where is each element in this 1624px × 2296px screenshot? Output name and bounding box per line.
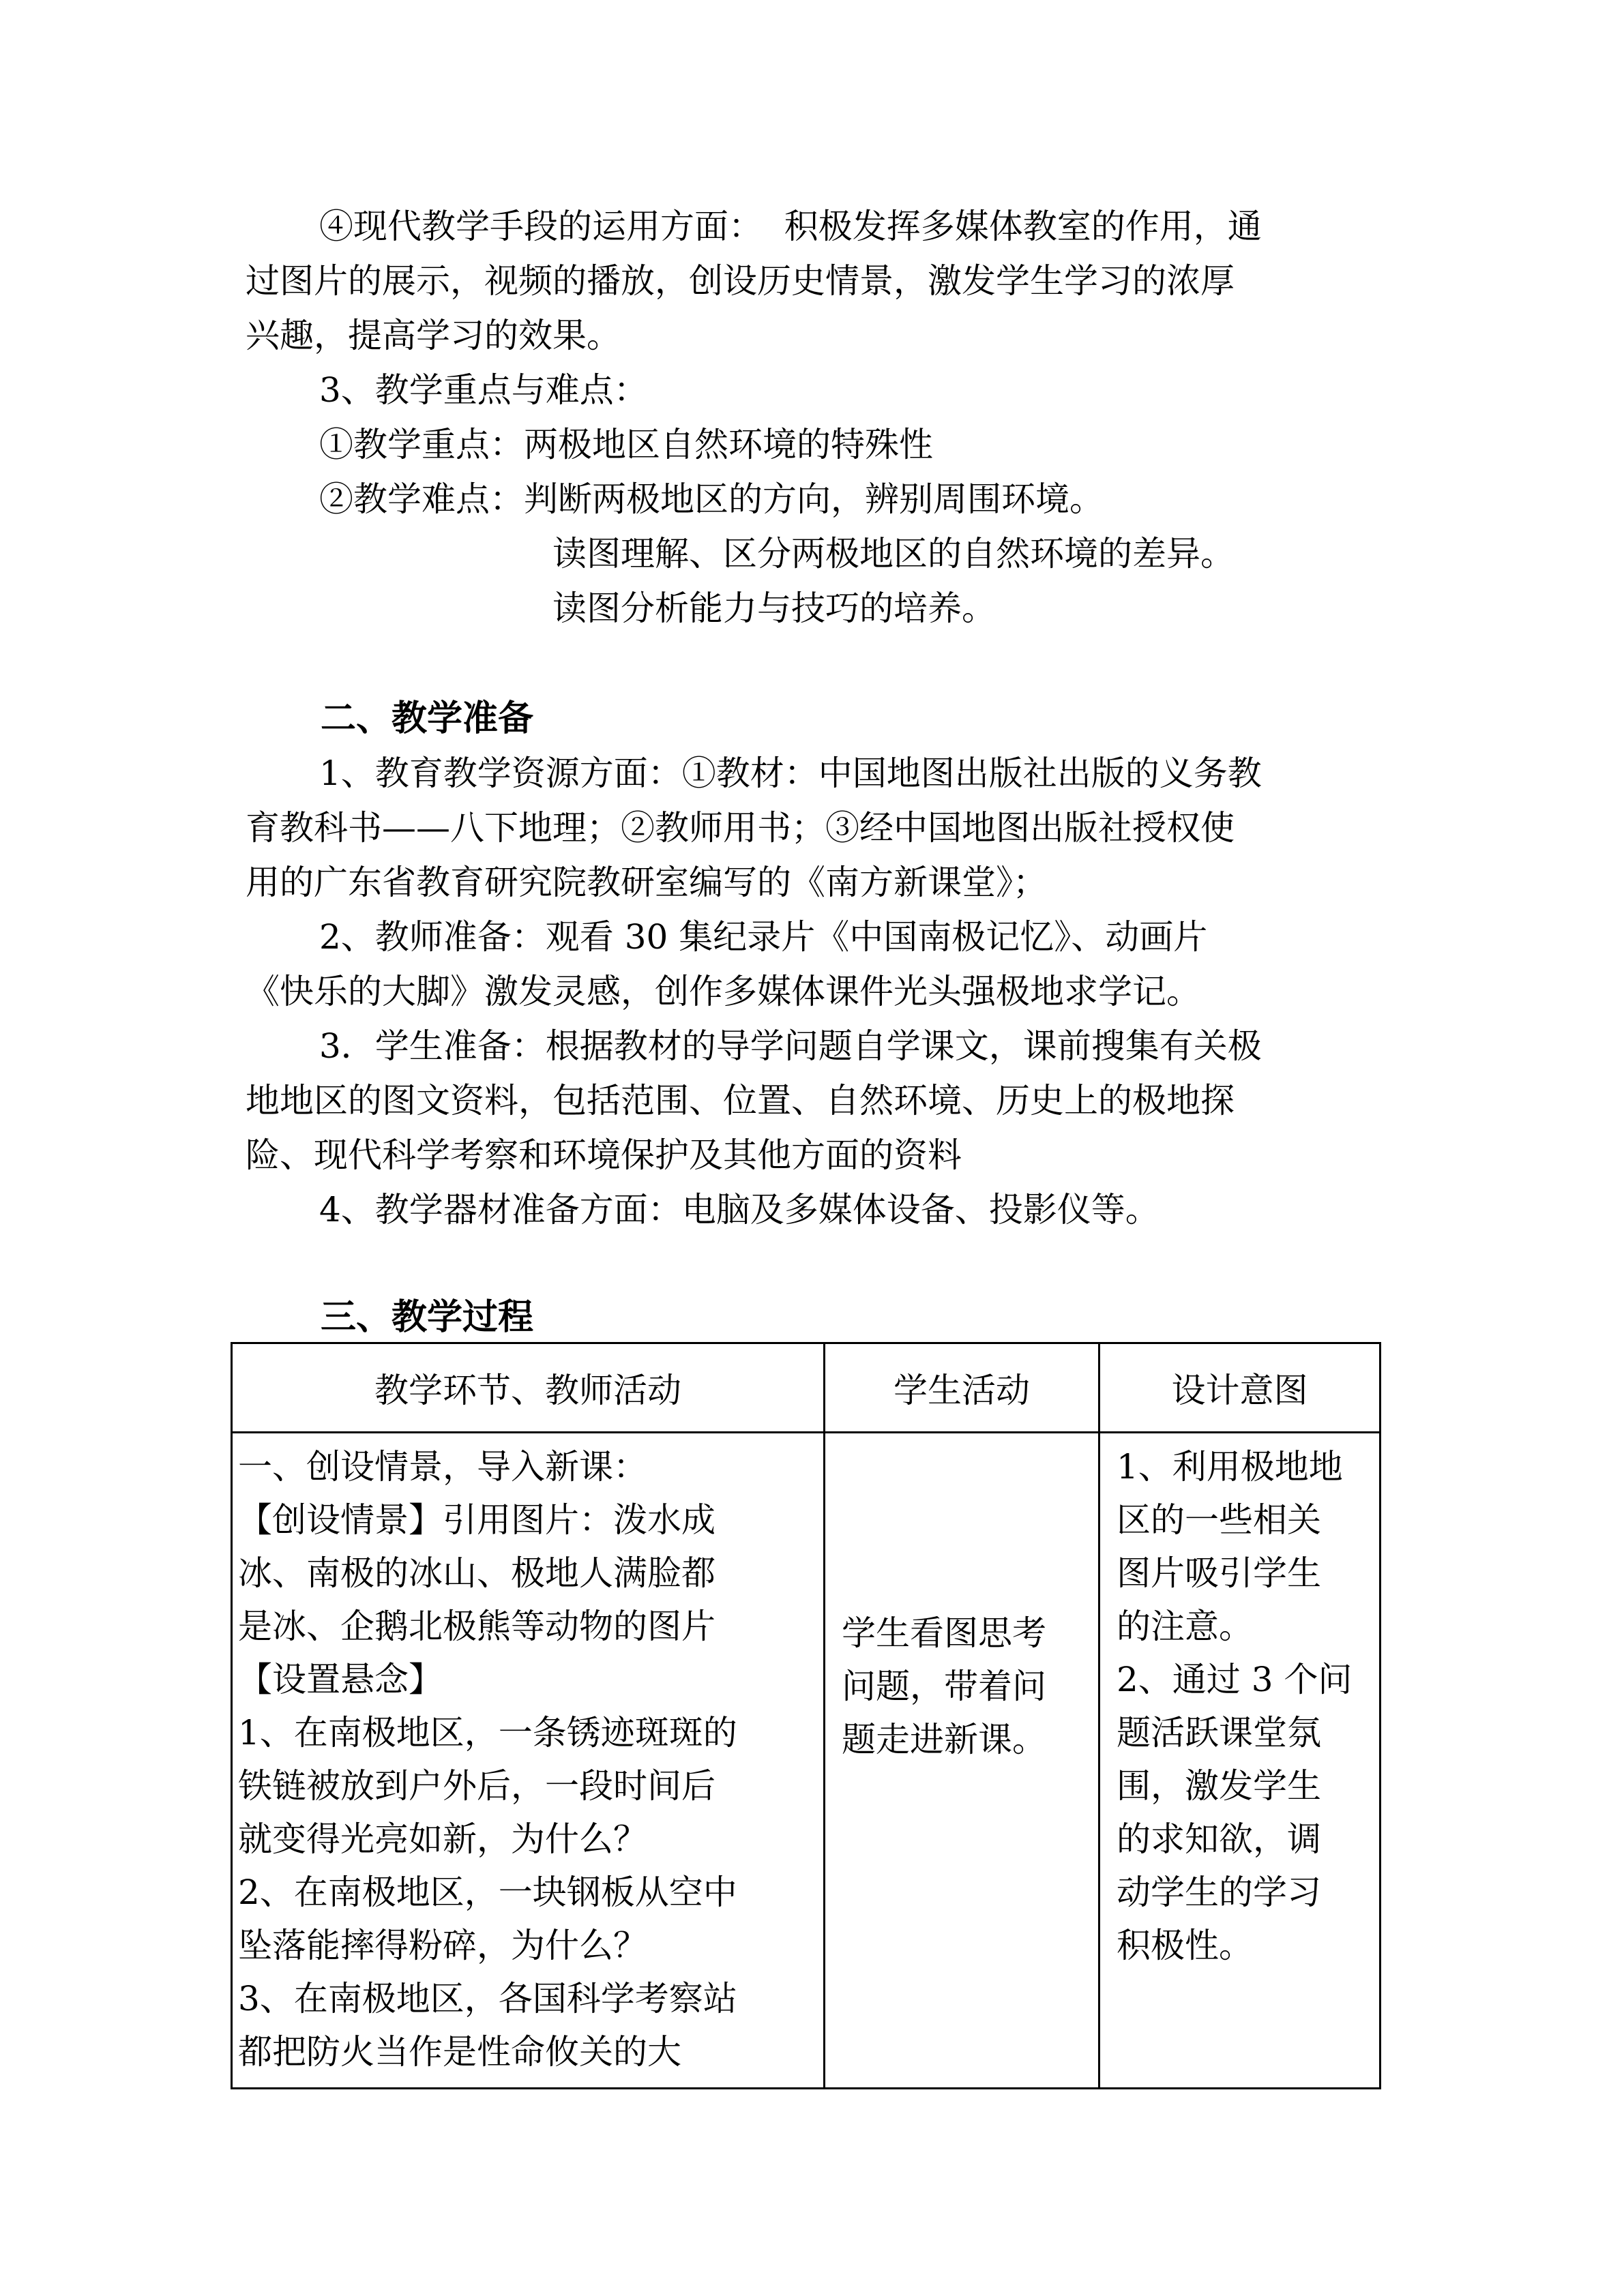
design-intent-line: 2、通过 3 个问 <box>1117 1660 1353 1699</box>
teaching-process-table <box>231 1342 1381 2089</box>
section2-line-2: 育教科书——八下地理；②教师用书；③经中国地图出版社授权使 <box>246 808 1235 848</box>
teacher-activity-line: 就变得光亮如新，为什么？ <box>238 1819 647 1859</box>
teacher-activity-line: 铁链被放到户外后，一段时间后 <box>238 1766 715 1806</box>
section2-line-4: 2、教师准备：观看 30 集纪录片《中国南极记忆》、动画片 <box>319 917 1208 957</box>
design-intent-cell <box>1099 1433 1381 2089</box>
header-design-intent: 设计意图 <box>1099 1343 1381 1433</box>
section1-line-7: 读图理解、区分两极地区的自然环境的差异。 <box>552 534 1235 573</box>
teacher-activity-cell <box>232 1433 825 2089</box>
section2-line-6: 3．学生准备：根据教材的导学问题自学课文，课前搜集有关极 <box>319 1026 1262 1066</box>
teacher-activity-line: 冰、南极的冰山、极地人满脸都 <box>238 1553 715 1593</box>
header-student-activity: 学生活动 <box>825 1343 1099 1433</box>
design-intent-line: 图片吸引学生 <box>1117 1553 1321 1593</box>
table-row <box>232 1433 1381 2089</box>
teacher-activity-line: 一、创设情景，导入新课： <box>238 1447 647 1487</box>
section3-heading: 三、教学过程 <box>321 1297 534 1338</box>
section1-line-2: 过图片的展示，视频的播放，创设历史情景，激发学生学习的浓厚 <box>246 261 1235 301</box>
section1-line-3: 兴趣，提高学习的效果。 <box>246 316 621 355</box>
student-activity-line: 题走进新课。 <box>842 1720 1046 1759</box>
section1-line-8: 读图分析能力与技巧的培养。 <box>552 588 996 628</box>
section2-line-1: 1、教育教学资源方面：①教材：中国地图出版社出版的义务教 <box>319 754 1262 793</box>
section1-line-1: ④现代教学手段的运用方面： 积极发挥多媒体教室的作用，通 <box>319 207 1262 246</box>
section1-line-6: ②教学难点：判断两极地区的方向，辨别周围环境。 <box>319 479 1104 519</box>
teacher-activity-line: 1、在南极地区，一条锈迹斑斑的 <box>238 1713 737 1753</box>
section1-line-5: ①教学重点：两极地区自然环境的特殊性 <box>319 425 933 464</box>
section2-line-9: 4、教学器材准备方面：电脑及多媒体设备、投影仪等。 <box>319 1190 1160 1229</box>
table-header-row <box>232 1343 1381 1433</box>
teacher-activity-line: 2、在南极地区，一块钢板从空中 <box>238 1873 737 1912</box>
section1-line-4: 3、教学重点与难点： <box>319 370 648 410</box>
teacher-activity-line: 3、在南极地区，各国科学考察站 <box>238 1979 737 2018</box>
teacher-activity-line: 是冰、企鹅北极熊等动物的图片 <box>238 1607 715 1646</box>
design-intent-line: 动学生的学习 <box>1117 1873 1321 1912</box>
section2-heading: 二、教学准备 <box>321 698 534 739</box>
design-intent-line: 的注意。 <box>1117 1607 1253 1646</box>
design-intent-line: 1、利用极地地 <box>1117 1447 1343 1487</box>
section2-line-8: 险、现代科学考察和环境保护及其他方面的资料 <box>246 1135 962 1175</box>
design-intent-line: 围，激发学生 <box>1117 1766 1321 1806</box>
teacher-activity-line: 都把防火当作是性命攸关的大 <box>238 2032 681 2072</box>
header-teacher-activity: 教学环节、教师活动 <box>232 1343 825 1433</box>
design-intent-line: 区的一些相关 <box>1117 1500 1321 1540</box>
teacher-activity-line: 【设置悬念】 <box>238 1660 443 1699</box>
design-intent-line: 的求知欲，调 <box>1117 1819 1321 1859</box>
section2-line-7: 地地区的图文资料，包括范围、位置、自然环境、历史上的极地探 <box>246 1081 1235 1120</box>
student-activity-line: 问题，带着问 <box>842 1667 1046 1706</box>
design-intent-line: 题活跃课堂氛 <box>1117 1713 1321 1753</box>
design-intent-line: 积极性。 <box>1117 1926 1253 1965</box>
teacher-activity-line: 坠落能摔得粉碎，为什么？ <box>238 1926 647 1965</box>
teacher-activity-line: 【创设情景】引用图片：泼水成 <box>238 1500 715 1540</box>
section2-line-3: 用的广东省教育研究院教研室编写的《南方新课堂》； <box>246 863 1047 902</box>
student-activity-line: 学生看图思考 <box>842 1613 1046 1653</box>
section2-line-5: 《快乐的大脚》激发灵感，创作多媒体课件光头强极地求学记。 <box>246 972 1200 1011</box>
student-activity-cell <box>825 1433 1099 2089</box>
